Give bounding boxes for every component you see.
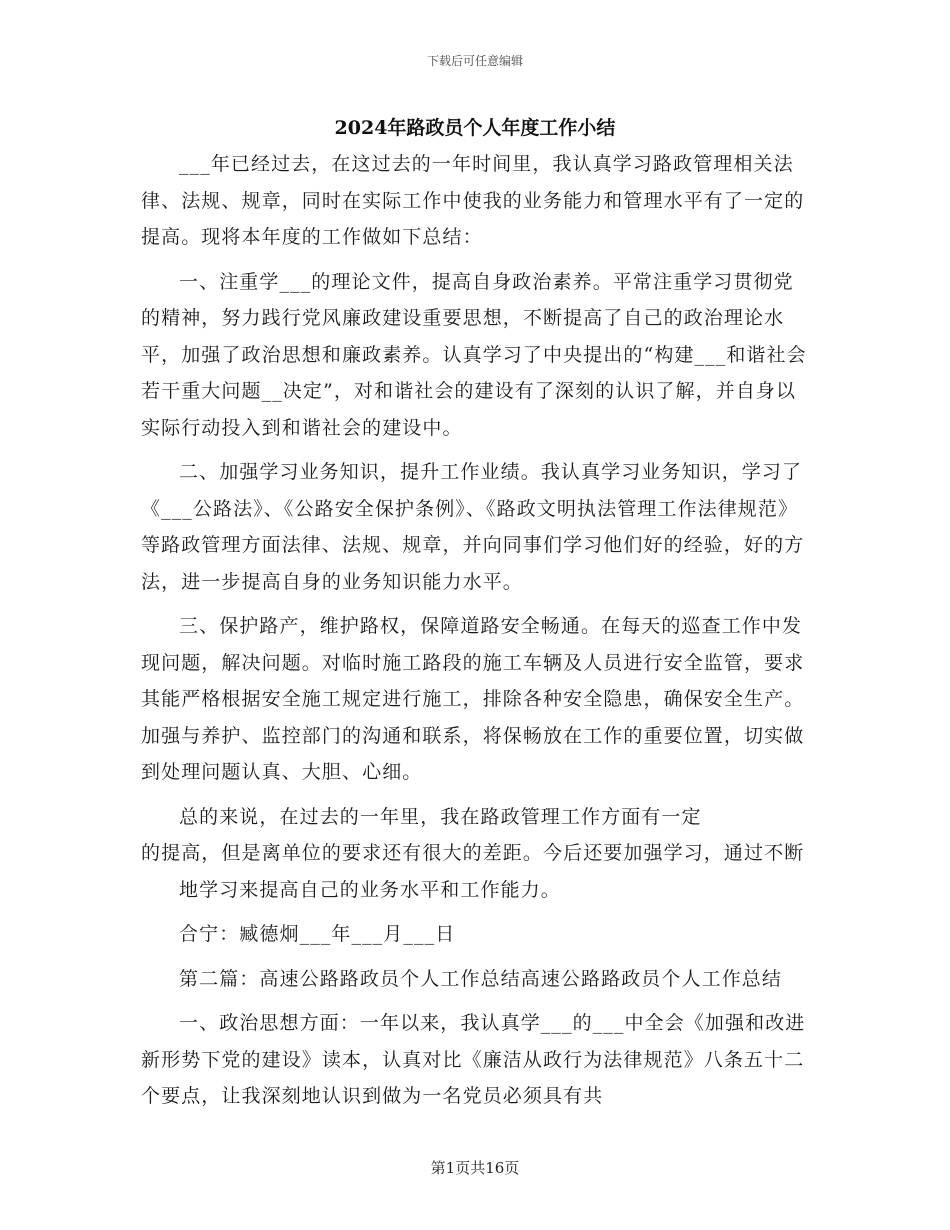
paragraph-second-title: 第二篇：高速公路路政员个人工作总结高速公路路政员个人工作总结 xyxy=(179,967,783,990)
paragraph-section-3: 三、保护路产，维护路权，保障道路安全畅通。在每天的巡查工作中发现问题，解决问题。对临时施工路段的施工车辆及人员进行安全监管，要求其能严格根据安全施工规定进行施工，排除各种安全隐患，确保安全生产。加强与养护、监控部门的沟通和联系，将保畅放在工作的重要位置，切实做到处理问题认真、大胆、心细。 xyxy=(141,615,805,783)
paragraph-summary-b: 的提高，但是离单位的要求还有很大的差距。今后还要加强学习，通过不断地学习来提高自己的业务水平和工作能力。 xyxy=(141,842,805,901)
signature-line: 合宁：臧德炯___年___月___日 xyxy=(179,923,456,945)
paragraph-section-2: 二、加强学习业务知识，提升工作业绩。我认真学习业务知识，学习了《___公路法》、《公路安全保护条例》、《路政文明执法管理工作法律规范》等路政管理方面法律、法规、规章，并向同事们学习他们好的经验，好的方法，进一步提高自身的业务知识能力水平。 xyxy=(141,461,805,593)
document-body xyxy=(141,146,809,1115)
header-note: 下载后可任意编辑 xyxy=(426,54,523,68)
paragraph-summary-a: 总的来说，在过去的一年里，我在路政管理工作方面有一定 xyxy=(179,805,702,828)
document-title: 2024年路政员个人年度工作小结 xyxy=(334,117,616,139)
page-number: 第1页共16页 xyxy=(430,1159,520,1177)
paragraph-section-1: 一、注重学___的理论文件，提高自身政治素养。平常注重学习贯彻党的精神，努力践行党风廉政建设重要思想，不断提高了自己的政治理论水平，加强了政治思想和廉政素养。认真学习了中央提出的“构建___和谐社会若干重大问题__决定”，对和谐社会的建设有了深刻的认识了解，并自身以实际行动投入到和谐社会的建设中。 xyxy=(141,270,807,439)
paragraph-intro: ___年已经过去，在这过去的一年时间里，我认真学习路政管理相关法律、法规、规章，同时在实际工作中使我的业务能力和管理水平有了一定的提高。现将本年度的工作做如下总结： xyxy=(141,153,805,248)
paragraph-political: 一、政治思想方面：一年以来，我认真学___的___中全会《加强和改进新形势下党的建设》读本，认真对比《廉洁从政行为法律规范》八条五十二个要点，让我深刻地认识到做为一名党员必须具有共 xyxy=(141,1012,806,1107)
